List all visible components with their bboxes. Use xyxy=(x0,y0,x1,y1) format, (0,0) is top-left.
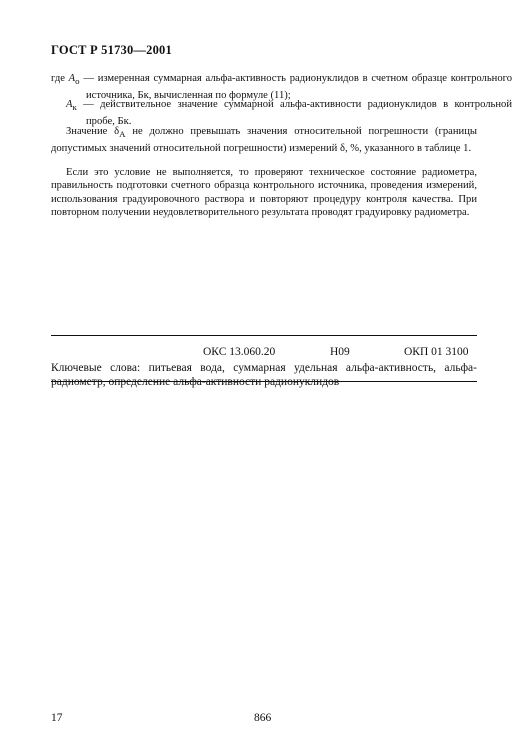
delta-symbol: δ xyxy=(114,126,120,137)
paragraph-quality-control: Если это условие не выполняется, то проверяют техническое состояние радиометра, правильность подготовки счетного образца контрольного источника, проведения измерений, использования градуировочного раствора и повторяют процедуру контроля качества. При повторном получении неудовлетворительного результата проводят градуировку радиометра. xyxy=(51,167,477,219)
definition-prefix: где xyxy=(51,73,69,84)
keywords-line: Ключевые слова: питьевая вода, суммарная удельная альфа-активность, альфа-радиометр, определение альфа-активности радионуклидов xyxy=(51,362,477,388)
document-header: ГОСТ Р 51730—2001 xyxy=(51,43,172,57)
activity-symbol: A xyxy=(68,73,76,84)
paragraph-text: не должно превышать значения относительной погрешности (границы допустимых значений относительной погрешности) измерений δ, %, указанного в таблице 1. xyxy=(51,126,478,154)
activity-symbol: A xyxy=(66,99,73,110)
definition-text: — измеренная суммарная альфа-активность радионуклидов в счетном образце контрольного источника, Бк, вычисленная по формуле (11); xyxy=(79,73,512,101)
page-number-center: 866 xyxy=(254,712,272,724)
group-code: Н09 xyxy=(330,346,350,358)
activity-subscript: о xyxy=(75,76,80,87)
definition-text: — действительное значение суммарной альфа-активности радионуклидов в контрольной пробе, Бк. xyxy=(76,99,512,127)
page-number-left: 17 xyxy=(51,712,63,724)
paragraph-error-limit xyxy=(51,125,477,155)
okc-code: ОКС 13.060.20 xyxy=(203,346,276,358)
delta-subscript: A xyxy=(119,129,126,140)
top-divider xyxy=(51,335,477,336)
definition-actual-activity xyxy=(51,98,512,128)
paragraph-text: Значение xyxy=(66,126,115,137)
bottom-divider xyxy=(51,381,477,382)
okp-code: ОКП 01 3100 xyxy=(404,346,469,358)
activity-subscript: к xyxy=(72,102,77,113)
